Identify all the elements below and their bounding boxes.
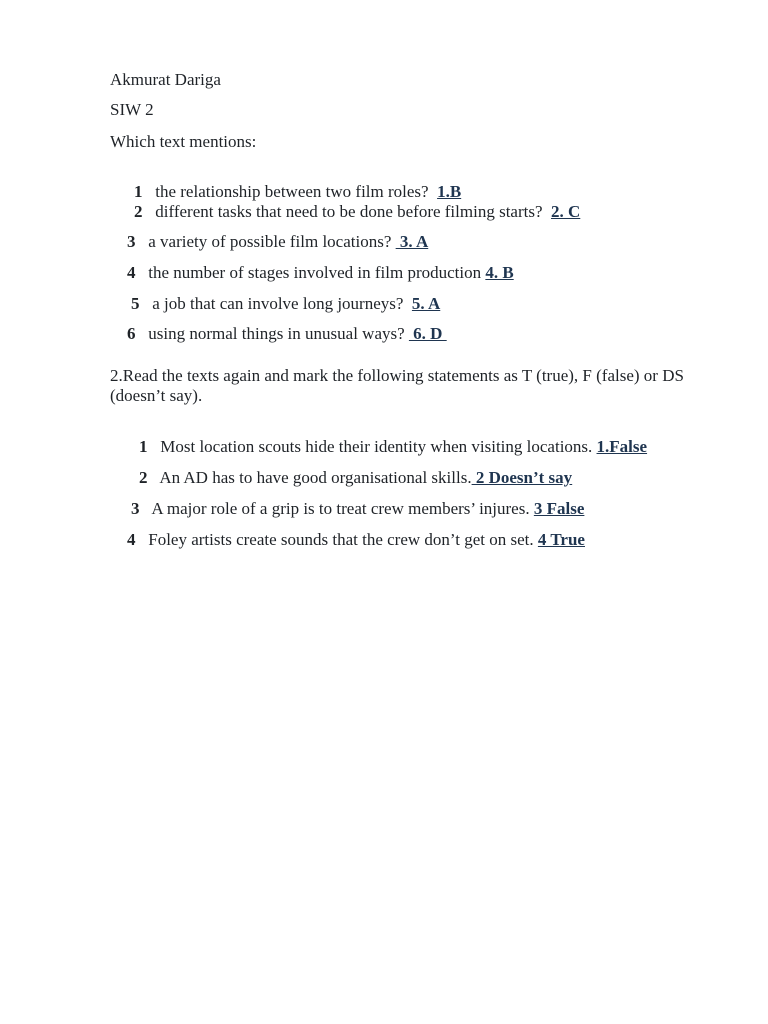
item-text: Foley artists create sounds that the crew don’t get on set. — [148, 530, 534, 549]
list-item — [110, 510, 585, 570]
item-number: 4 — [127, 530, 136, 549]
item-number: 2 — [134, 202, 143, 221]
item-answer: 4. B — [485, 263, 514, 282]
question-1-prompt: Which text mentions: — [110, 132, 257, 151]
item-text: the number of stages involved in film production — [148, 263, 482, 282]
list-item — [110, 304, 447, 364]
item-number: 3 — [131, 499, 140, 518]
item-text: An AD has to have good organisational skills. — [159, 468, 472, 487]
item-text: the relationship between two film roles? — [155, 182, 429, 201]
item-number: 2 — [139, 468, 148, 487]
assignment-title: SIW 2 — [110, 100, 154, 119]
item-answer: 3 False — [533, 499, 585, 518]
item-text: a job that can involve long journeys? — [152, 294, 404, 313]
item-text: A major role of a grip is to treat crew members’ injures. — [151, 499, 530, 518]
item-answer: 1.B — [437, 182, 462, 201]
item-number: 1 — [134, 182, 143, 201]
item-text: a variety of possible film locations? — [148, 232, 392, 251]
item-answer: 6. D — [408, 324, 447, 343]
question-2-prompt: 2.Read the texts again and mark the following statements as T (true), F (false) or DS (doesn’t say). — [110, 366, 684, 405]
item-number: 6 — [127, 324, 136, 343]
item-answer: 4 True — [537, 530, 585, 549]
item-answer: 1.False — [596, 437, 648, 456]
item-number: 5 — [131, 294, 140, 313]
item-text: using normal things in unusual ways? — [148, 324, 405, 343]
item-answer: 5. A — [411, 294, 441, 313]
item-text: Most location scouts hide their identity when visiting locations. — [160, 437, 593, 456]
item-number: 4 — [127, 263, 136, 282]
item-number: 3 — [127, 232, 136, 251]
item-answer: 2 Doesn’t say — [471, 468, 573, 487]
item-text: different tasks that need to be done before filming starts? — [155, 202, 543, 221]
item-answer: 2. C — [551, 202, 581, 221]
item-answer: 3. A — [395, 232, 429, 251]
item-number: 1 — [139, 437, 148, 456]
author-name: Akmurat Dariga — [110, 70, 221, 89]
